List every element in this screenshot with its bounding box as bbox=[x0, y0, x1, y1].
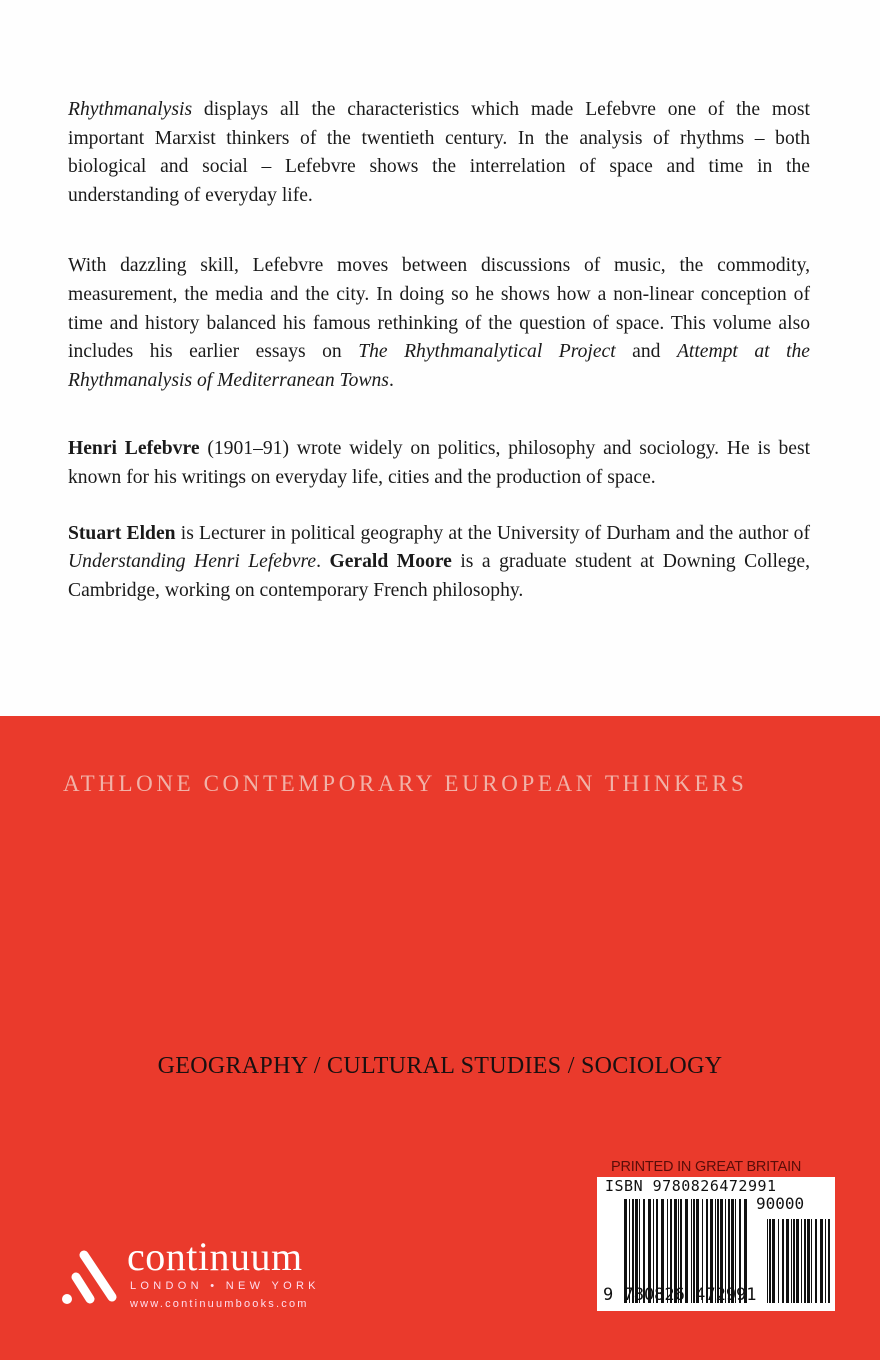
barcode-bar bbox=[804, 1219, 806, 1303]
publisher-url[interactable]: www.continuumbooks.com bbox=[130, 1298, 309, 1310]
publisher-name: continuum bbox=[127, 1234, 303, 1279]
essay-title: Attempt at the Rhythmanalysis of Mediterranean Towns bbox=[68, 341, 811, 391]
book-title: Understanding Henri Lefebvre bbox=[68, 551, 317, 573]
barcode-bar bbox=[828, 1219, 830, 1303]
isbn-text: ISBN 9780826472991 bbox=[605, 1177, 777, 1195]
barcode-bar bbox=[782, 1219, 784, 1303]
barcode-bar bbox=[793, 1219, 795, 1303]
publisher-cities: LONDON • NEW YORK bbox=[130, 1280, 320, 1292]
paragraph-text: . bbox=[316, 551, 330, 573]
paragraph-text: displays all the characteristics which made Lefebvre one of the most important Marxist thinkers of the twentieth century. In the analysis of rhythms – both biological and social – Lefebvre shows the interrelation of space and time in the understanding of everyday life. bbox=[68, 99, 810, 206]
paragraph-text: is Lecturer in political geography at the University of Durham and the author of bbox=[175, 522, 810, 544]
translator-name: Stuart Elden bbox=[68, 522, 176, 544]
paragraph-text: With dazzling skill, Lefebvre moves between discussions of music, the commodity, measurement, the media and the city. In doing so he shows how a non-linear conception of time and history balanced his famous rethinking of the question of space. This volume also includes his earlier essays on bbox=[68, 255, 810, 363]
subject-categories: GEOGRAPHY / CULTURAL STUDIES / SOCIOLOGY bbox=[157, 1053, 723, 1079]
barcode-bar bbox=[769, 1219, 771, 1303]
barcode-bar bbox=[786, 1219, 789, 1303]
barcode-bar bbox=[778, 1219, 779, 1303]
series-title: ATHLONE CONTEMPORARY EUROPEAN THINKERS bbox=[63, 771, 748, 796]
barcode-bar bbox=[815, 1219, 817, 1303]
barcode-bar bbox=[801, 1219, 802, 1303]
barcode-bar bbox=[791, 1219, 792, 1303]
paragraph-text: . bbox=[388, 369, 394, 391]
barcode-bar bbox=[772, 1219, 775, 1303]
isbn-barcode bbox=[597, 1177, 835, 1311]
barcode-bar bbox=[820, 1219, 823, 1303]
barcode-bar bbox=[767, 1219, 768, 1303]
blurb-paragraph-2 bbox=[68, 252, 810, 395]
translator-bio bbox=[68, 520, 810, 606]
continuum-logo-icon bbox=[60, 1245, 122, 1307]
author-name: Henri Lefebvre bbox=[68, 438, 200, 460]
book-title: Rhythmanalysis bbox=[68, 99, 193, 120]
barcode-digits: 9 780826 472991 bbox=[603, 1285, 757, 1305]
paragraph-text: is a graduate student at Downing College, Cambridge, working on contemporary French philosophy. bbox=[68, 551, 810, 601]
blurb-paragraph-1 bbox=[68, 96, 810, 210]
printed-in-label: PRINTED IN GREAT BRITAIN bbox=[611, 1159, 802, 1175]
essay-title: The Rhythmanalytical Project bbox=[358, 341, 616, 363]
barcode-bar bbox=[811, 1219, 812, 1303]
author-bio bbox=[68, 435, 810, 492]
barcode-bar bbox=[807, 1219, 810, 1303]
translator-name: Gerald Moore bbox=[329, 551, 452, 573]
barcode-bar bbox=[825, 1219, 826, 1303]
blurb-text bbox=[68, 96, 810, 605]
paragraph-text: and bbox=[615, 341, 677, 363]
paragraph-text: (1901–91) wrote widely on politics, philosophy and sociology. He is best known for his writings on everyday life, cities and the production of space. bbox=[68, 438, 811, 488]
price-addon-digits: 90000 bbox=[756, 1194, 805, 1213]
barcode-bar bbox=[796, 1219, 799, 1303]
